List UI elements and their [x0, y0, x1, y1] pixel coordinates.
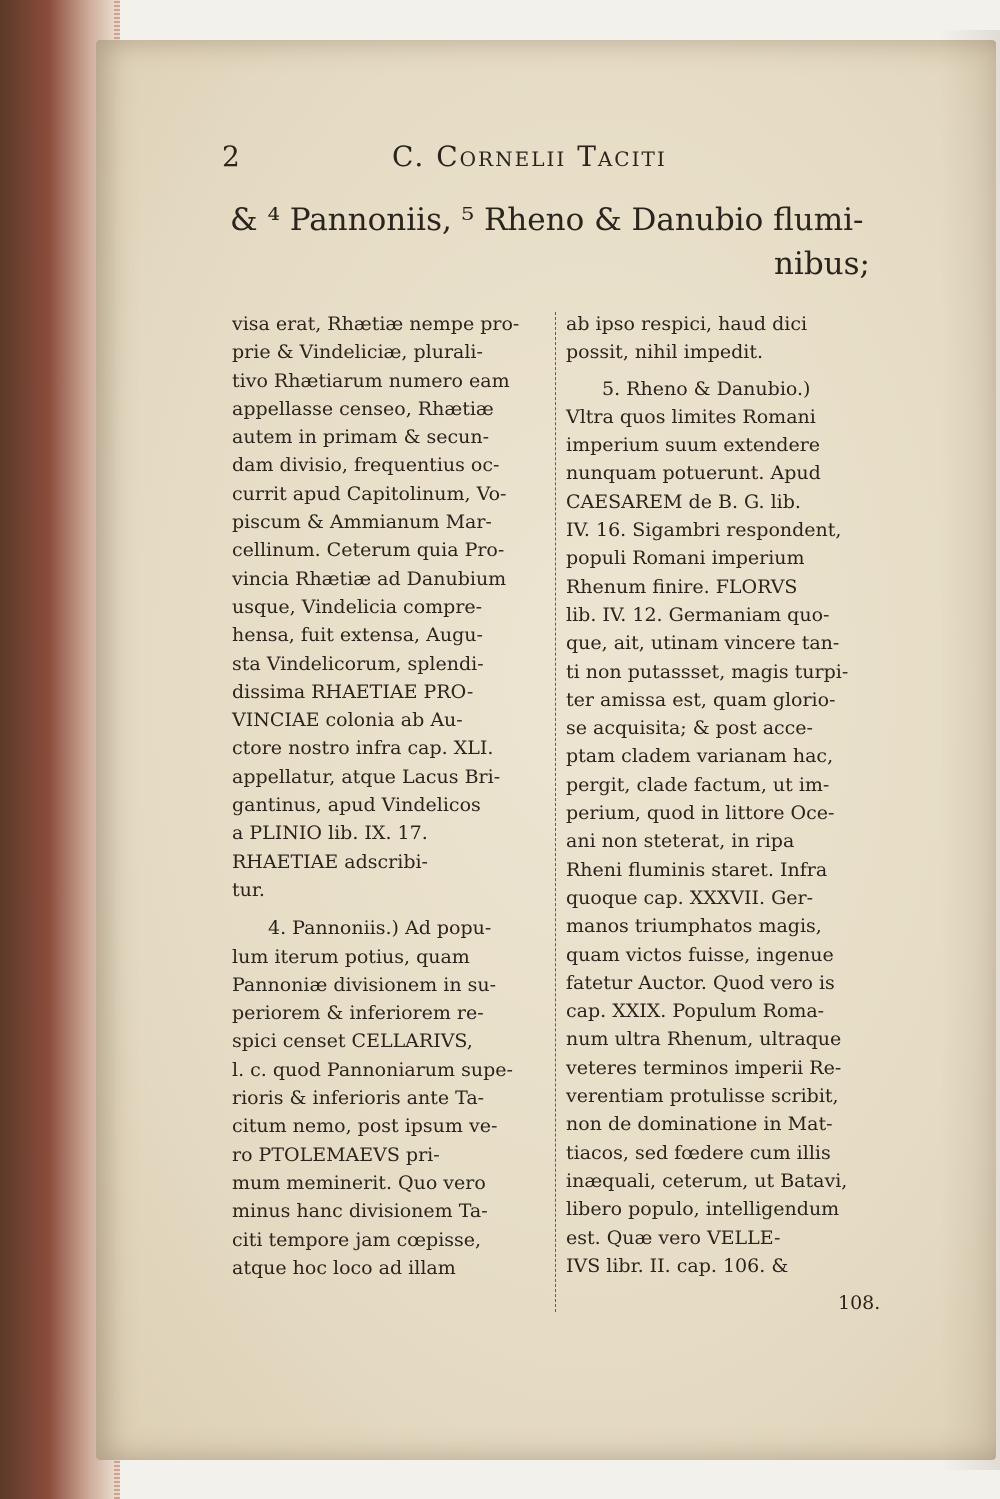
text-line: ter amissa est, quam glorio- [566, 688, 836, 711]
text-line: currit apud Capitolinum, Vo- [232, 482, 507, 505]
text-line: ti non putassset, magis turpi- [566, 660, 849, 683]
text-line: usque, Vindelicia compre- [232, 595, 483, 618]
text-line: autem in primam & secun- [232, 426, 490, 449]
right-column [566, 310, 882, 1280]
text-line: 4. Pannoniis.) Ad popu- [268, 917, 492, 940]
running-header [222, 140, 742, 180]
text-line: l. c. quod Pannoniarum supe- [232, 1058, 513, 1081]
text-line: Pannoniæ divisionem in su- [232, 973, 496, 996]
text-line: tiacos, sed fœdere cum illis [566, 1141, 831, 1164]
text-line: ptam cladem varianam hac, [566, 745, 834, 768]
text-line: appellasse censeo, Rhætiæ [232, 397, 494, 420]
text-line: imperium suum extendere [566, 434, 821, 457]
text-line: mum meminerit. Quo vero [232, 1171, 486, 1194]
text-line: rioris & inferioris ante Ta- [232, 1087, 485, 1110]
column-divider [555, 312, 557, 1312]
text-line: dissima RHAETIAE PRO- [232, 680, 474, 703]
text-line: IV. 16. Sigambri respondent, [566, 519, 842, 542]
page-number: 2 [222, 140, 242, 173]
note-5 [566, 375, 882, 1281]
text-line: fatetur Auctor. Quod vero is [566, 971, 835, 994]
text-line: spici censet CELLARIVS, [232, 1030, 473, 1053]
text-line: vincia Rhætiæ ad Danubium [232, 567, 507, 590]
text-heading [230, 198, 880, 286]
text-line: ctore nostro infra cap. XLI. [232, 737, 494, 760]
text-line: non de dominatione in Mat- [566, 1113, 833, 1136]
text-line: se acquisita; & post acce- [566, 717, 813, 740]
text-line: citum nemo, post ipsum ve- [232, 1115, 498, 1138]
text-line: cap. XXIX. Populum Roma- [566, 1000, 825, 1023]
text-line: ro PTOLEMAEVS pri- [232, 1143, 440, 1166]
heading-line-1: & ⁴ Pannoniis, ⁵ Rheno & Danubio flumi- [230, 202, 864, 238]
text-line: IVS libr. II. cap. 106. & [566, 1254, 789, 1277]
left-column-text [232, 310, 552, 904]
text-line: 5. Rheno & Danubio.) [602, 377, 811, 400]
text-line: manos triumphatos magis, [566, 915, 822, 938]
text-line: ani non steterat, in ripa [566, 830, 795, 853]
text-line: nunquam potuerunt. Apud [566, 462, 821, 485]
text-line: atque hoc loco ad illam [232, 1256, 456, 1279]
note-4 [232, 914, 552, 1282]
text-line: periorem & inferiorem re- [232, 1002, 484, 1025]
text-line: populi Romani imperium [566, 547, 805, 570]
text-line: prie & Vindeliciæ, plurali- [232, 341, 483, 364]
catchword: 108. [838, 1292, 881, 1314]
text-line: ab ipso respici, haud dici [566, 313, 808, 335]
text-line: num ultra Rhenum, ultraque [566, 1028, 842, 1051]
text-line: visa erat, Rhætiæ nempe pro- [232, 313, 520, 335]
running-title: C. Cornelii Taciti [392, 140, 667, 173]
text-line: tivo Rhætiarum numero eam [232, 369, 510, 392]
text-line: appellatur, atque Lacus Bri- [232, 765, 501, 788]
text-line: CAESAREM de B. G. lib. [566, 490, 801, 513]
text-line: quam victos fuisse, ingenue [566, 943, 834, 966]
text-line: dam divisio, frequentius oc- [232, 454, 500, 477]
text-line: minus hanc divisionem Ta- [232, 1200, 488, 1223]
text-line: libero populo, intelligendum [566, 1198, 840, 1221]
text-line: est. Quæ vero VELLE- [566, 1226, 781, 1249]
left-column [232, 310, 552, 1282]
text-line: cellinum. Ceterum quia Pro- [232, 539, 505, 562]
text-line: VINCIAE colonia ab Au- [232, 709, 463, 732]
text-line: sta Vindelicorum, splendi- [232, 652, 484, 675]
text-line: gantinus, apud Vindelicos [232, 794, 481, 817]
text-line: lib. IV. 12. Germaniam quo- [566, 603, 830, 626]
text-line: hensa, fuit extensa, Augu- [232, 624, 483, 647]
facing-page-edge [940, 30, 1000, 1470]
text-line: RHAETIAE adscribi- [232, 850, 428, 873]
heading-line-2: nibus; [773, 246, 870, 282]
text-line: quoque cap. XXXVII. Ger- [566, 886, 814, 909]
text-line: que, ait, utinam vincere tan- [566, 632, 840, 655]
text-line: possit, nihil impedit. [566, 341, 764, 364]
text-line: tur. [232, 878, 265, 901]
text-line: perium, quod in littore Oce- [566, 802, 835, 825]
text-line: citi tempore jam cœpisse, [232, 1228, 482, 1251]
text-line: lum iterum potius, quam [232, 945, 470, 968]
text-line: Vltra quos limites Romani [566, 405, 816, 428]
text-line: Rheni fluminis staret. Infra [566, 858, 828, 881]
text-line: piscum & Ammianum Mar- [232, 511, 492, 534]
text-line: veteres terminos imperii Re- [566, 1056, 842, 1079]
text-line: Rhenum finire. FLORVS [566, 575, 798, 598]
right-column-text [566, 310, 882, 367]
text-line: verentiam protulisse scribit, [566, 1085, 839, 1108]
text-line: inæquali, ceterum, ut Batavi, [566, 1169, 848, 1192]
text-line: pergit, clade factum, ut im- [566, 773, 830, 796]
text-line: a PLINIO lib. IX. 17. [232, 822, 428, 845]
